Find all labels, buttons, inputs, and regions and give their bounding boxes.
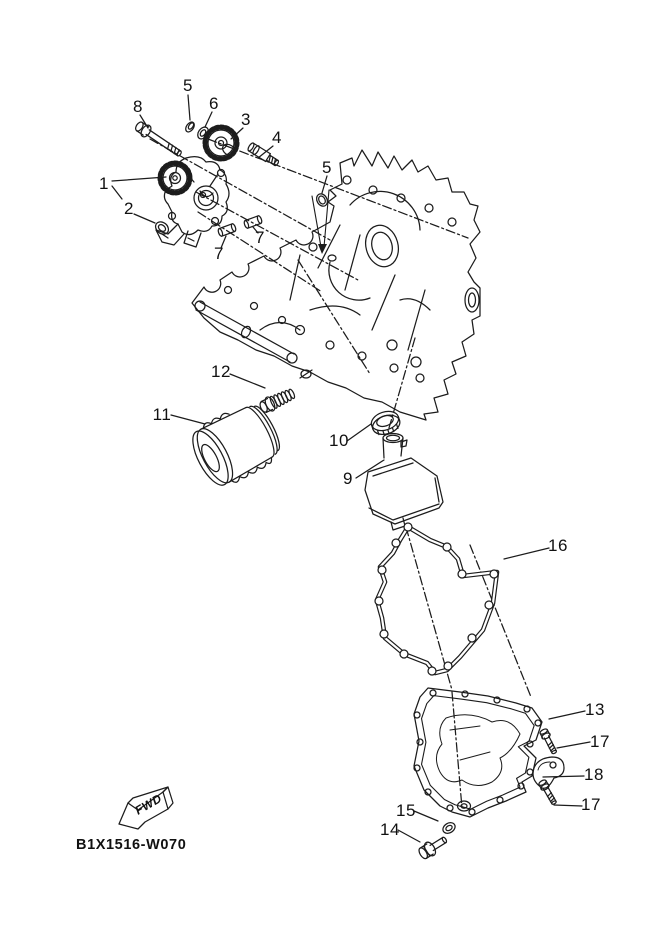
crankcase-drawing [192,150,480,420]
callout-7a: 7 [255,228,265,247]
callout-5a: 5 [183,76,193,95]
callout-1: 1 [99,174,109,193]
circlip-5b-drawing [312,190,330,254]
washer-15-drawing [441,820,457,835]
union-bolt-12-drawing [258,386,297,415]
circlip-5a-drawing [184,120,196,133]
gear-3-drawing [205,127,238,159]
callout-3: 3 [241,110,251,129]
bolt-17b-drawing [538,779,559,806]
drain-bolt-14-drawing [417,833,450,862]
callout-11: 11 [152,405,172,424]
callout-5b: 5 [322,158,332,177]
callout-14: 14 [380,820,400,839]
callout-2: 2 [124,199,134,218]
callout-6: 6 [209,94,219,113]
o-ring-10-drawing [369,408,402,438]
callout-13: 13 [585,700,605,719]
callout-12: 12 [211,362,231,381]
callout-16: 16 [548,536,568,555]
callout-4: 4 [272,128,282,147]
callout-15: 15 [396,801,416,820]
callout-17a: 17 [590,732,610,751]
part-code-text: B1X1516-W070 [76,837,187,853]
callout-17b: 17 [581,795,601,814]
callout-8: 8 [133,97,143,116]
callout-10: 10 [329,431,349,450]
fwd-arrow-label: FWD [132,791,165,818]
strainer-9-drawing [365,434,443,531]
gasket-16-drawing [375,523,498,675]
callout-18: 18 [584,765,604,784]
bolt-17a-drawing [539,728,559,756]
fwd-arrow [119,787,173,829]
callout-9: 9 [343,469,353,488]
oil-pan-13-drawing [414,688,542,817]
callout-7b: 7 [214,244,224,263]
